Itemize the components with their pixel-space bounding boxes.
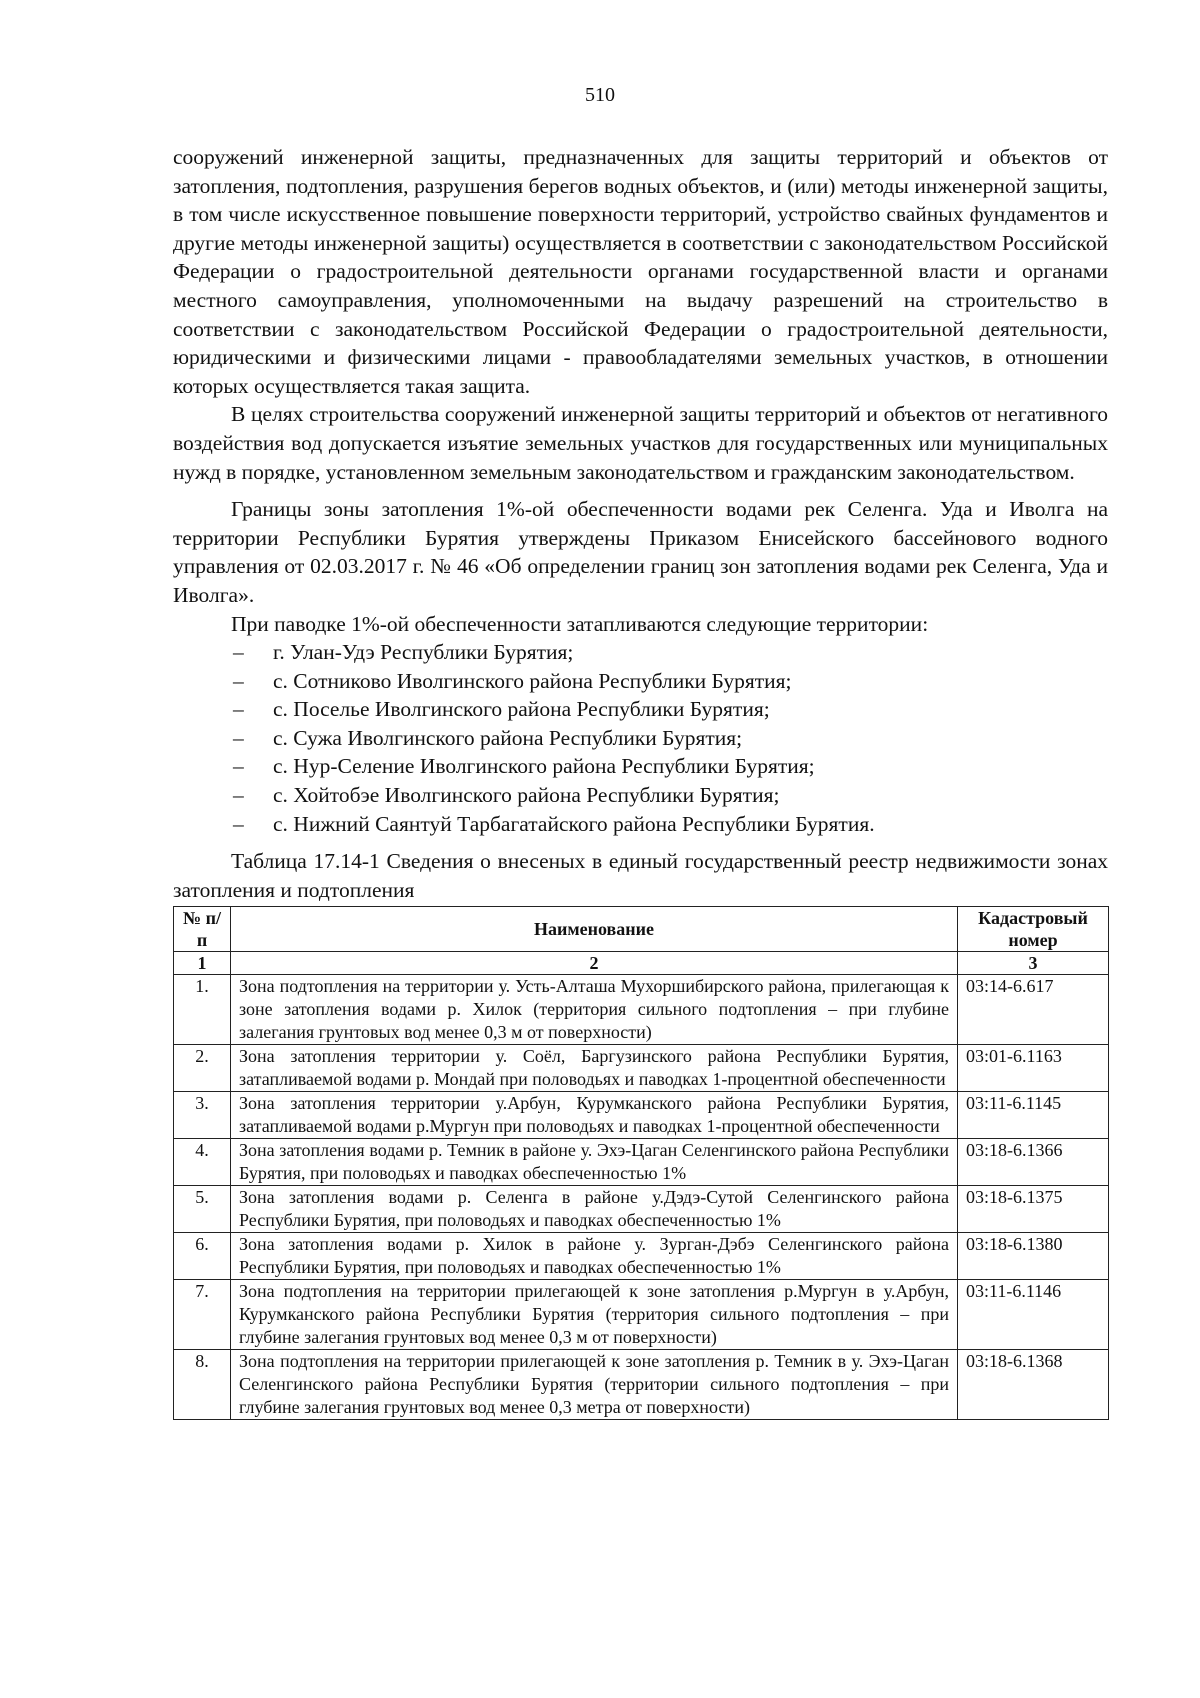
zone-name: Зона затопления водами р. Хилок в районе у. Зурган-Дэбэ Селенгинского района Республики Бурятия, при половодьях и паводках обеспеченностью 1% [231,1233,958,1280]
table-row [174,975,1109,1045]
page-number: 510 [585,84,615,106]
paragraph-land-seizure: В целях строительства сооружений инженерной защиты территорий и объектов от негативного воздействия вод допускается изъятие земельных участков для государственных или муниципальных нужд в порядке, установленном земельным законодательством и гражданским законодательством. [173,402,1108,484]
table-row [174,1186,1109,1233]
dash-marker: – [233,668,244,693]
table-row [174,1045,1109,1092]
zone-name: Зона подтопления на территории прилегающей к зоне затопления р.Мургун в у.Арбун, Курумканского района Республики Бурятия (территория сильного подтопления – при глубине залегания грунтовых вод менее 0,3 м от поверхности) [231,1280,958,1350]
row-number: 1. [174,975,231,1045]
dash-marker: – [233,811,244,836]
row-number: 5. [174,1186,231,1233]
cadastral-number: 03:18-6.1368 [958,1350,1109,1420]
list-item-text: с. Поселье Иволгинского района Республики Бурятия; [273,697,770,722]
row-number: 6. [174,1233,231,1280]
dash-marker: – [233,697,244,722]
row-number: 7. [174,1280,231,1350]
cadastral-number: 03:11-6.1145 [958,1092,1109,1139]
column-index: 2 [231,952,958,975]
list-item-text: с. Нур-Селение Иволгинского района Республики Бурятия; [273,754,815,779]
dash-marker: – [233,783,244,808]
list-item-text: с. Сотниково Иволгинского района Республики Бурятия; [273,668,792,693]
list-item [173,752,1108,781]
cadastral-number: 03:01-6.1163 [958,1045,1109,1092]
document-body [173,143,1108,1420]
table-row [174,1280,1109,1350]
flood-zones-table [173,906,1109,1420]
cadastral-number: 03:18-6.1380 [958,1233,1109,1280]
column-index-row [174,952,1109,975]
row-number: 8. [174,1350,231,1420]
table-row [174,1139,1109,1186]
table-caption: Таблица 17.14-1 Сведения о внесеных в единый государственный реестр недвижимости зонах затопления и подтопления [173,849,1108,902]
zone-name: Зона затопления водами р. Селенга в районе у.Дэдэ-Сутой Селенгинского района Республики Бурятия, при половодьях и паводках обеспеченностью 1% [231,1186,958,1233]
list-item [173,781,1108,810]
list-item-text: с. Нижний Саянтуй Тарбагатайского района Республики Бурятия. [273,811,875,836]
flooded-territories-list [173,638,1108,838]
row-number: 3. [174,1092,231,1139]
row-number: 2. [174,1045,231,1092]
list-item [173,638,1108,667]
zone-name: Зона подтопления на территории прилегающей к зоне затопления р. Темник в у. Эхэ-Цаган Селенгинского района Республики Бурятия (территории сильного подтопления – при глубине залегания грунтовых вод менее 0,3 метра от поверхности) [231,1350,958,1420]
list-item-text: г. Улан-Удэ Республики Бурятия; [273,640,574,665]
table-row [174,1092,1109,1139]
header-num: № п/п [174,907,231,952]
list-item [173,724,1108,753]
table-row [174,1350,1109,1420]
row-number: 4. [174,1139,231,1186]
zone-name: Зона затопления территории у. Соёл, Баргузинского района Республики Бурятия, затапливаемой водами р. Мондай при половодьях и паводках 1-процентной обеспеченности [231,1045,958,1092]
table-row [174,1233,1109,1280]
list-item [173,667,1108,696]
zone-name: Зона затопления водами р. Темник в районе у. Эхэ-Цаган Селенгинского района Республики Бурятия, при половодьях и паводках обеспеченностью 1% [231,1139,958,1186]
dash-marker: – [233,754,244,779]
column-index: 3 [958,952,1109,975]
paragraph-flooded-territories-intro: При паводке 1%-ой обеспеченности затапливаются следующие территории: [231,611,929,636]
cadastral-number: 03:18-6.1375 [958,1186,1109,1233]
zone-name: Зона затопления территории у.Арбун, Курумканского района Республики Бурятия, затапливаемой водами р.Мургун при половодьях и паводках 1-процентной обеспеченности [231,1092,958,1139]
paragraph-continued: сооружений инженерной защиты, предназначенных для защиты территорий и объектов от затопления, подтопления, разрушения берегов водных объектов, и (или) методы инженерной защиты, в том числе искусственное повышение поверхности территорий, устройство свайных фундаментов и другие методы инженерной защиты) осуществляется в соответствии с законодательством Российской Федерации о градостроительной деятельности органами государственной власти и органами местного самоуправления, уполномоченными на выдачу разрешений на строительство в соответствии с законодательством Российской Федерации о градостроительной деятельности, юридическими и физическими лицами - правообладателями земельных участков, в отношении которых осуществляется такая защита. [173,145,1108,398]
cadastral-number: 03:11-6.1146 [958,1280,1109,1350]
cadastral-number: 03:18-6.1366 [958,1139,1109,1186]
header-name: Наименование [231,907,958,952]
paragraph-flood-zone-boundaries: Границы зоны затопления 1%-ой обеспеченности водами рек Селенга. Уда и Иволга на территории Республики Бурятия утверждены Приказом Енисейского бассейнового водного управления от 02.03.2017 г. № 46 «Об определении границ зон затопления водами рек Селенга, Уда и Иволга». [173,497,1108,607]
list-item [173,695,1108,724]
header-cadastral: Кадастровый номер [958,907,1109,952]
list-item-text: с. Сужа Иволгинского района Республики Бурятия; [273,725,743,750]
zone-name: Зона подтопления на территории у. Усть-Алташа Мухоршибирского района, прилегающая к зоне затопления водами р. Хилок (территория сильного подтопления – при глубине залегания грунтовых вод менее 0,3 м от поверхности) [231,975,958,1045]
list-item-text: с. Хойтобэе Иволгинского района Республики Бурятия; [273,783,780,808]
dash-marker: – [233,725,244,750]
column-index: 1 [174,952,231,975]
dash-marker: – [233,640,244,665]
cadastral-number: 03:14-6.617 [958,975,1109,1045]
table-header-row [174,907,1109,952]
list-item [173,810,1108,839]
